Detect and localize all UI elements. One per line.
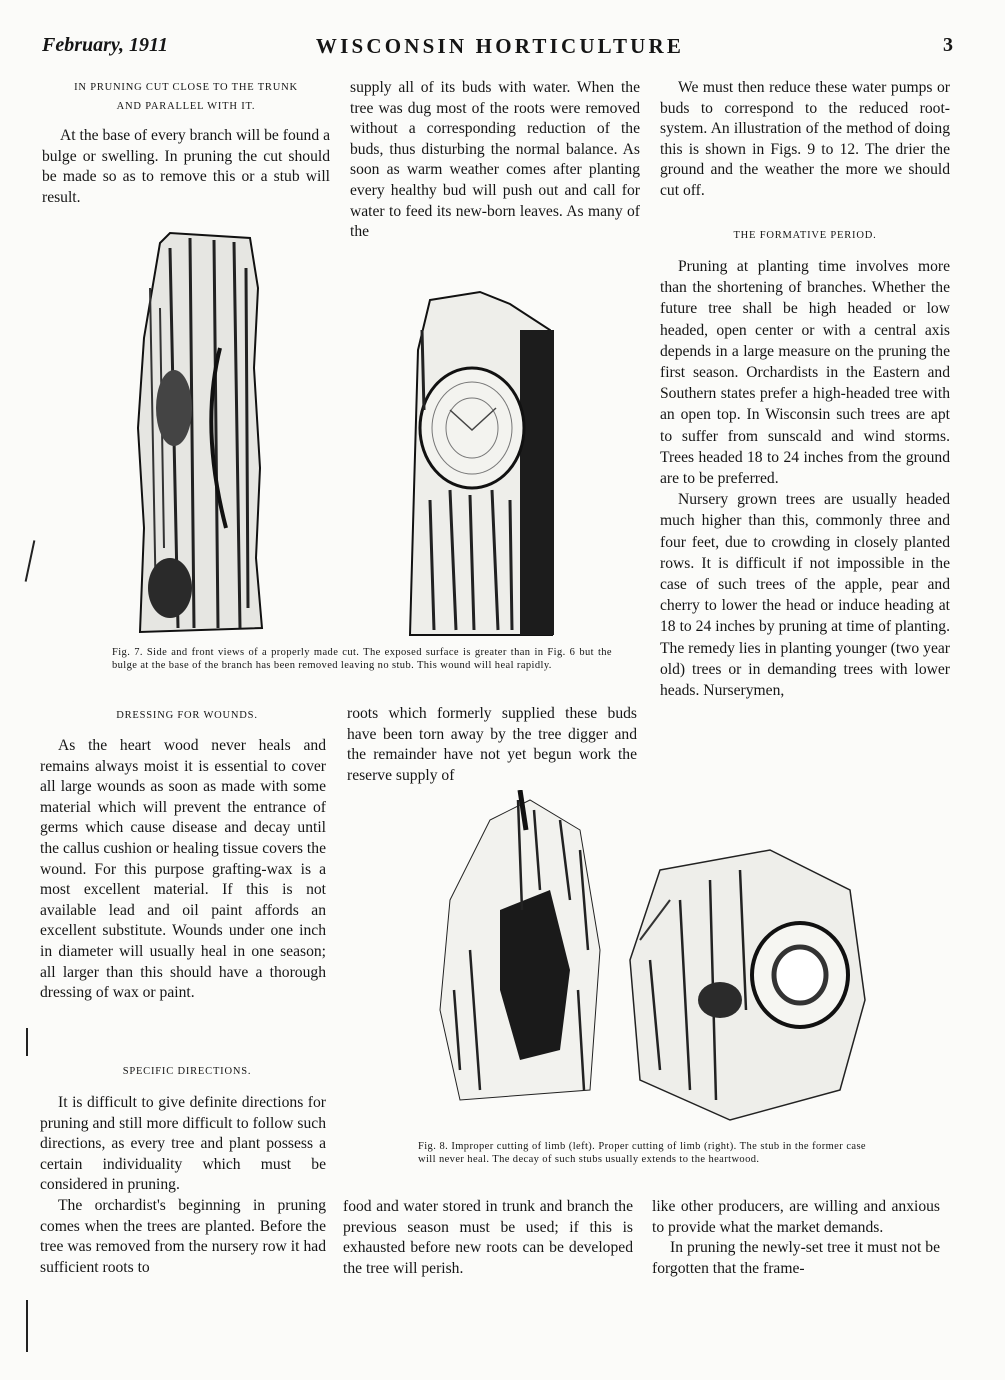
header-date: February, 1911 xyxy=(42,34,168,56)
margin-pen-mark xyxy=(26,1300,28,1352)
header-page-number: 3 xyxy=(943,34,953,56)
paragraph: food and water stored in trunk and branch the previous season must be used; if this is exhausted before new roots can be developed the tree will perish. xyxy=(343,1198,633,1277)
paragraph: roots which formerly supplied these buds have been torn away by the tree digger and the remainder have not yet begun work the reserve supply of xyxy=(347,705,637,784)
margin-pen-mark xyxy=(26,1028,28,1056)
col3-bottom-text xyxy=(652,1197,940,1279)
col3-top-text xyxy=(660,78,950,202)
fig7-side-view-illustration xyxy=(130,228,270,640)
fig8-proper-cut-illustration xyxy=(620,840,870,1130)
paragraph: Nursery grown trees are usually headed much higher than this, commonly three and four feet, due to crowding in closely planted rows. It is difficult if not impossible in the case of such trees of the apple, pear and cherry to lower the head or induce heading at 18 to 24 inches by pruning at time of planting. The remedy lies in planting younger (two year old) trees or in demanding trees with lower heads. Nurserymen, xyxy=(660,491,950,700)
paragraph: supply all of its buds with water. When the tree was dug most of the roots were removed without a corresponding reduction of the buds, thus disturbing the normal balance. As soon as warm weather comes after planting every healthy bud will push out and call for water to feed its new-born leaves. As many of the xyxy=(350,79,640,241)
paragraph: It is difficult to give definite directions for pruning and still more difficult to follow such directions, as every tree and plant possess a certain individuality which must be considered in pruning. xyxy=(40,1094,326,1194)
col3-formative-text xyxy=(660,256,950,701)
paragraph: The orchardist's beginning in pruning comes when the trees are planted. Before the tree was removed from the nursery row it had sufficient roots to xyxy=(40,1196,326,1276)
col1-intro-text xyxy=(42,126,330,208)
fig7-caption: Fig. 7. Side and front views of a properly made cut. The exposed surface is greater than in Fig. 6 but the bulge at the base of the branch has been removed leaving no stub. This wound will heal rapidly. xyxy=(112,647,612,671)
col1-specific-text xyxy=(40,1093,326,1278)
heading-line-1: IN PRUNING CUT CLOSE TO THE TRUNK xyxy=(74,82,298,93)
col2-bottom-text xyxy=(343,1197,633,1279)
section-heading-specific-directions: SPECIFIC DIRECTIONS. xyxy=(122,1066,252,1077)
header-journal-title: WISCONSIN HORTICULTURE xyxy=(315,34,685,58)
section-heading-dressing: DRESSING FOR WOUNDS. xyxy=(116,710,258,721)
section-heading-formative-period: THE FORMATIVE PERIOD. xyxy=(733,230,877,241)
paragraph: In pruning the newly-set tree it must not be forgotten that the frame- xyxy=(652,1239,940,1277)
paragraph: As the heart wood never heals and remains always moist it is essential to cover all large wounds as soon as made with some material which will prevent the entrance of germs which cause disease and decay until the callus cushion or healing tissue covers the wound. For this purpose grafting-wax is a most excellent material. If this is not available lead and oil paint affords an excellent substitute. Wounds under one inch in diameter will usually heal in one season; all larger than this should have a thorough dressing of wax or paint. xyxy=(40,737,326,1002)
margin-pen-mark xyxy=(25,540,36,581)
col2-top-text xyxy=(350,78,640,243)
section-heading-pruning-cut xyxy=(40,78,332,116)
col2-mid-text xyxy=(347,704,637,786)
paragraph: We must then reduce these water pumps or buds to correspond to the reduced root-system. An illustration of the method of doing this is shown in Figs. 9 to 12. The drier the ground and the weather the more we should cut off. xyxy=(660,79,950,199)
fig8-improper-cut-illustration xyxy=(430,790,610,1110)
heading-line-2: AND PARALLEL WITH IT. xyxy=(116,101,256,112)
paragraph: At the base of every branch will be found a bulge or swelling. In pruning the cut should be made so as to remove this or a stub will result. xyxy=(42,127,330,206)
paragraph: Pruning at planting time involves more than the shortening of branches. Whether the future tree shall be high headed or low headed, open center or with a central axis depends in a large measure on the pruning the first season. Orchardists in the Eastern and Southern states prefer a high-headed tree with an open top. In Wisconsin such trees are apt to suffer from sunscald and wind storms. Trees headed 18 to 24 inches from the ground are to be preferred. xyxy=(660,258,950,488)
paragraph: like other producers, are willing and anxious to provide what the market demands. xyxy=(652,1198,940,1236)
fig7-front-view-illustration xyxy=(400,290,560,640)
fig8-caption: Fig. 8. Improper cutting of limb (left). Proper cutting of limb (right). The stub in the former case will never heal. The decay of such stubs usually extends to the heartwood. xyxy=(418,1141,866,1165)
col1-dressing-text xyxy=(40,736,326,1004)
